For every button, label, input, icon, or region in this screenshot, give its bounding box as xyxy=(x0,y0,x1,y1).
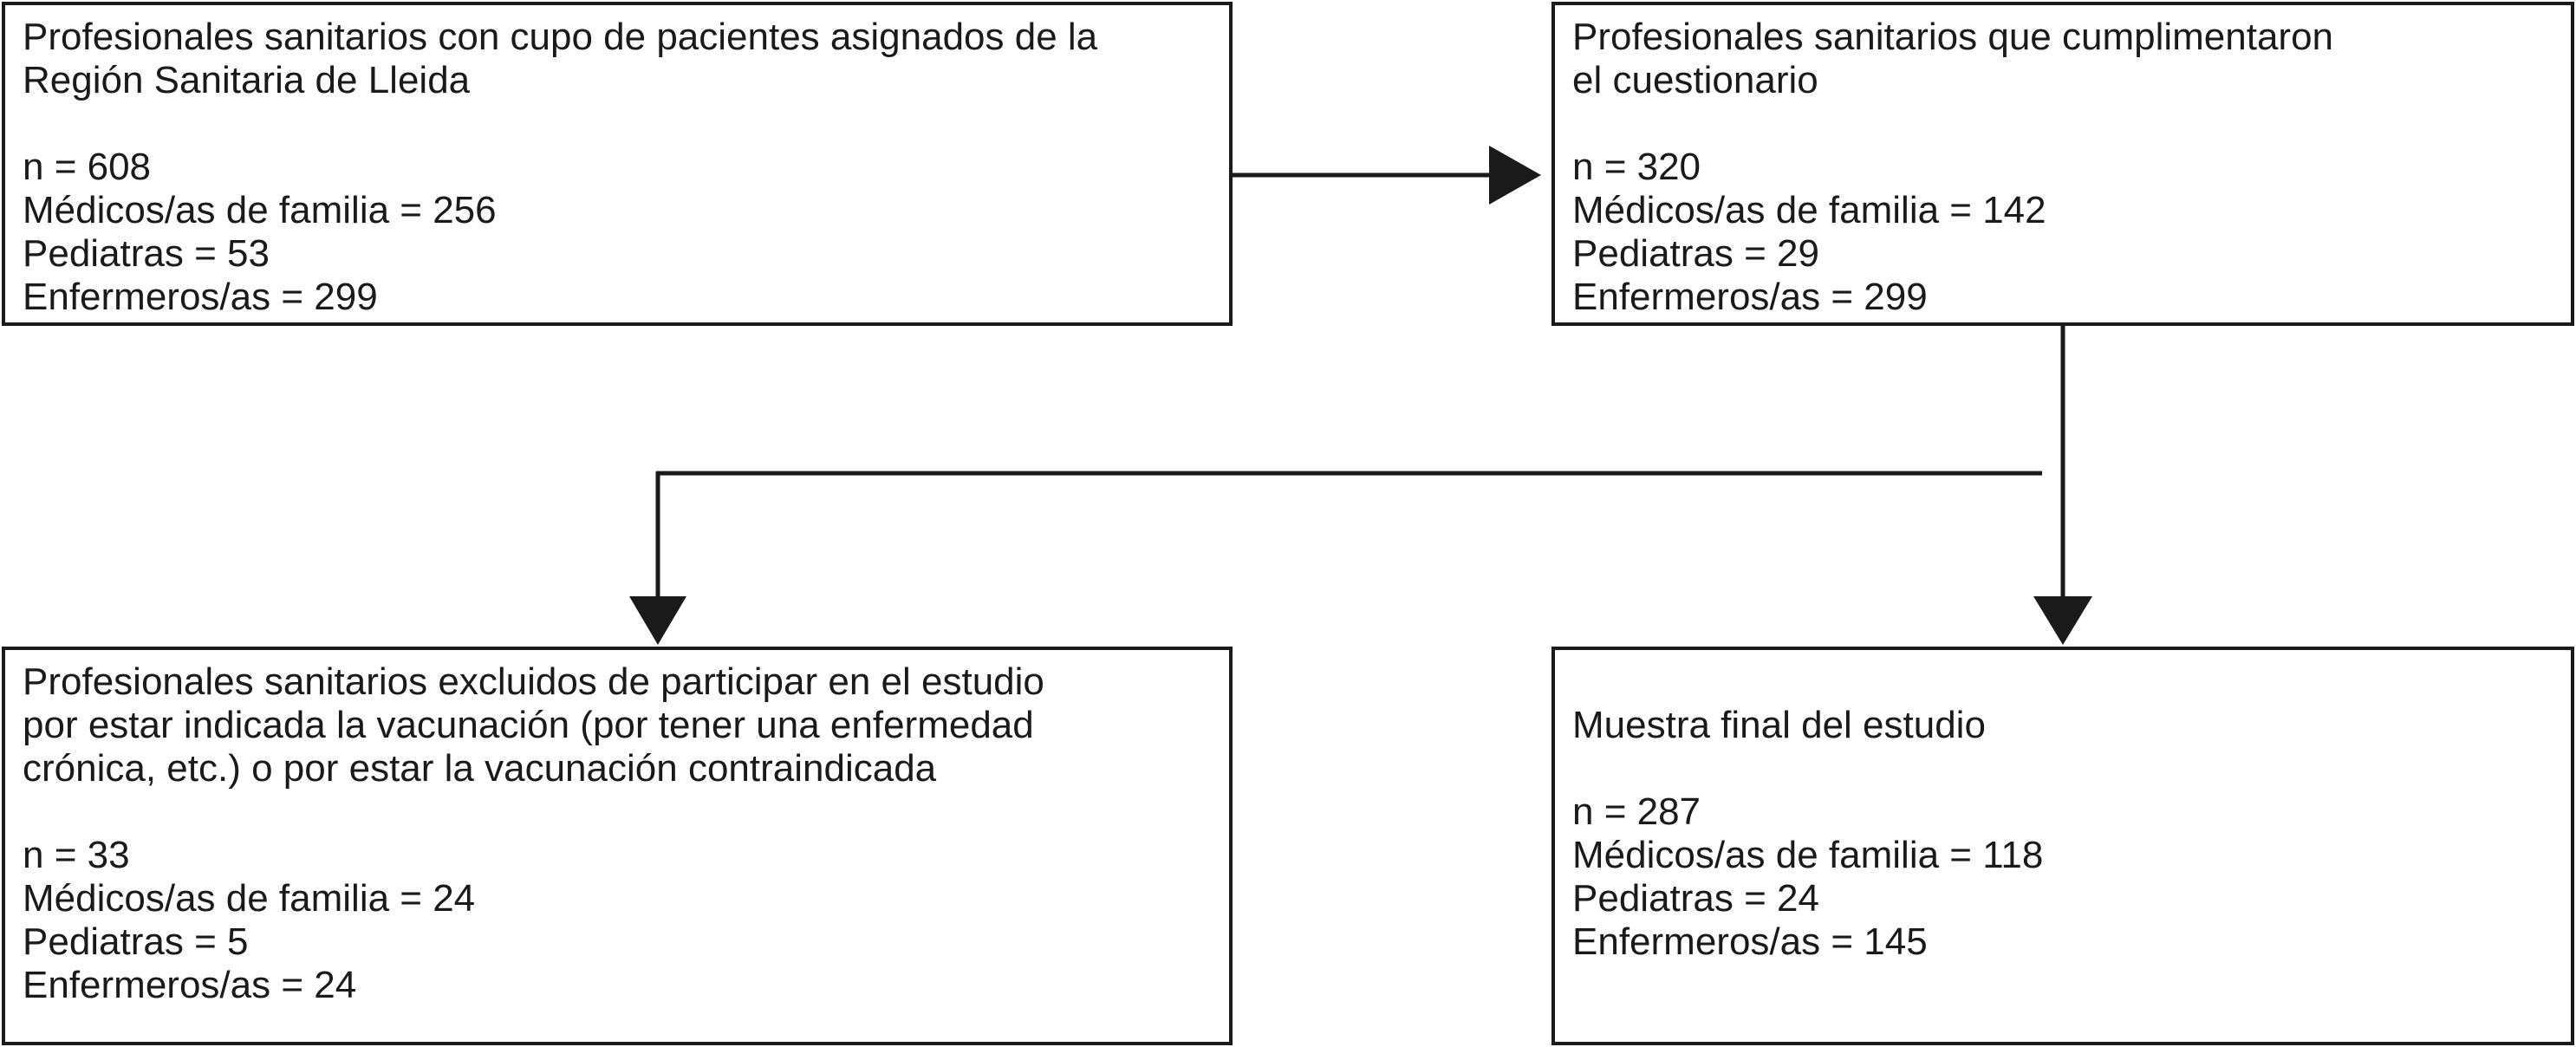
completed-questionnaire-box xyxy=(1551,2,2574,326)
box-line: el cuestionario xyxy=(1572,59,1818,101)
box-line: Profesionales sanitarios que cumplimentaron xyxy=(1572,16,2334,58)
box-line: Muestra final del estudio xyxy=(1572,704,1986,746)
final-sample-box xyxy=(1551,647,2574,1045)
box-line: Pediatras = 24 xyxy=(1572,877,1819,920)
arrowhead-down-icon xyxy=(2033,596,2092,645)
box-line: crónica, etc.) o por estar la vacunación contraindicada xyxy=(23,747,937,790)
box-line: Pediatras = 53 xyxy=(23,232,270,275)
box-line xyxy=(23,102,1229,146)
excluded-box xyxy=(2,647,1233,1045)
box-line: Enfermeros/as = 24 xyxy=(23,964,357,1006)
box-line: Profesionales sanitarios con cupo de pacientes asignados de la xyxy=(23,16,1098,58)
box-line: Enfermeros/as = 145 xyxy=(1572,920,1928,963)
box-line: n = 320 xyxy=(1572,146,1701,188)
box-line: Médicos/as de familia = 24 xyxy=(23,877,476,920)
box-line xyxy=(23,790,1229,834)
box-line: Pediatras = 29 xyxy=(1572,232,1819,275)
arrowhead-down-icon xyxy=(629,596,686,645)
total-population-box xyxy=(2,2,1233,326)
box-line xyxy=(1572,102,2571,146)
box-line: n = 287 xyxy=(1572,790,1701,833)
arrowhead-right-icon xyxy=(1489,146,1541,205)
box-line: Profesionales sanitarios excluidos de participar en el estudio xyxy=(23,660,1044,703)
box-line: Médicos/as de familia = 256 xyxy=(23,189,497,231)
box-line: Enfermeros/as = 299 xyxy=(1572,276,1928,318)
box-line: Región Sanitaria de Lleida xyxy=(23,59,471,101)
box-line xyxy=(1572,747,2571,790)
box-line: Pediatras = 5 xyxy=(23,920,249,963)
box-line: por estar indicada la vacunación (por tener una enfermedad xyxy=(23,704,1034,746)
box-line: Médicos/as de familia = 142 xyxy=(1572,189,2046,231)
box-line: n = 33 xyxy=(23,834,130,876)
box-line: Médicos/as de familia = 118 xyxy=(1572,834,2044,876)
box-line: Enfermeros/as = 299 xyxy=(23,276,378,318)
box-line: n = 608 xyxy=(23,146,152,188)
